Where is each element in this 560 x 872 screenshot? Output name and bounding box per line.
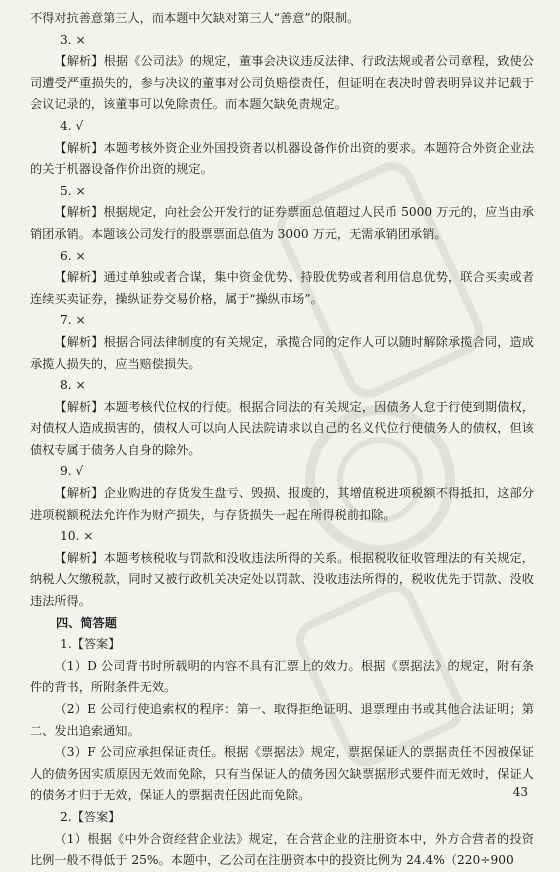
text-line: 8. × (60, 378, 86, 393)
text-line: （3）F 公司应承担保证责任。根据《票据法》规定，票据保证人的票据责任不因被保证人的债务因实质原因无效而免除，只有当保证人的债务因欠缺票据形式要件而无效时，保证人的债务才归于无效，保证人的票据责任因此而免除。 (30, 745, 534, 803)
text-line: 3. × (60, 32, 86, 47)
text-line: 【解析】根据规定，向社会公开发行的证券票面总值超过人民币 5000 万元的，应当由承销团承销。本题该公司发行的股票票面总值为 3000 万元，无需承销团承销。 (30, 205, 534, 241)
page-number: 43 (512, 785, 528, 799)
text-line: 10. × (60, 529, 94, 544)
page-content (30, 8, 534, 872)
text-line: 【解析】根据《公司法》的规定，董事会决议违反法律、行政法规或者公司章程，致使公司遭受严重损失的，参与决议的董事对公司负赔偿责任，但证明在表决时曾表明异议并记载于会议记录的，该董事可以免除责任。而本题欠缺免责规定。 (30, 54, 534, 112)
text-line: 【解析】本题考核外资企业外国投资者以机器设备作价出资的要求。本题符合外资企业法的关于机器设备作价出资的规定。 (30, 140, 534, 177)
text-line: （1）D 公司背书时所载明的内容不具有汇票上的效力。根据《票据法》的规定，附有条件的背书，所附条件无效。 (30, 658, 534, 695)
text-line: 4. √ (60, 118, 84, 133)
text-line: 【解析】本题考核代位权的行使。根据合同法的有关规定，因债务人怠于行使到期债权，对债权人造成损害的，债权人可以向人民法院请求以自己的名义代位行使债务人的债权，但该债权专属于债务人自身的除外。 (30, 399, 534, 457)
section-heading: 四、简答题 (56, 615, 117, 630)
text-line: （2）E 公司行使追索权的程序：第一、取得拒绝证明、退票理由书或其他合法证明；第二、发出追索通知。 (30, 702, 534, 738)
text-line: 5. × (60, 183, 86, 198)
text-line: 7. × (60, 313, 86, 328)
text-line: 【解析】通过单独或者合谋，集中资金优势、持股优势或者利用信息优势，联合买卖或者连续买卖证券，操纵证券交易价格，属于“操纵市场”。 (30, 270, 534, 306)
text-line: （1）根据《中外合资经营企业法》规定，在合营企业的注册资本中，外方合营者的投资比例一般不得低于 25%。本题中，乙公司在注册资本中的投资比例为 24.4%（220÷900 (30, 831, 534, 868)
text-line: 9. √ (60, 464, 84, 479)
text-line: 1.【答案】 (60, 637, 121, 652)
text-line: 【解析】企业购进的存货发生盘亏、毁损、报废的，其增值税进项税额不得抵扣，这部分进项税额税法允许作为财产损失，与存货损失一起在所得税前扣除。 (30, 486, 534, 522)
text-line: 【解析】本题考核税收与罚款和没收违法所得的关系。根据税收征收管理法的有关规定，纳税人欠缴税款，同时又被行政机关决定处以罚款、没收违法所得的，税收优先于罚款、没收违法所得。 (30, 550, 534, 609)
text-line: 6. × (60, 248, 86, 263)
text-line: 【解析】根据合同法律制度的有关规定，承揽合同的定作人可以随时解除承揽合同，造成承揽人损失的，应当赔偿损失。 (30, 334, 534, 371)
text-line: 2.【答案】 (60, 809, 121, 824)
text-line: 不得对抗善意第三人，而本题中欠缺对第三人“善意”的限制。 (30, 11, 360, 25)
